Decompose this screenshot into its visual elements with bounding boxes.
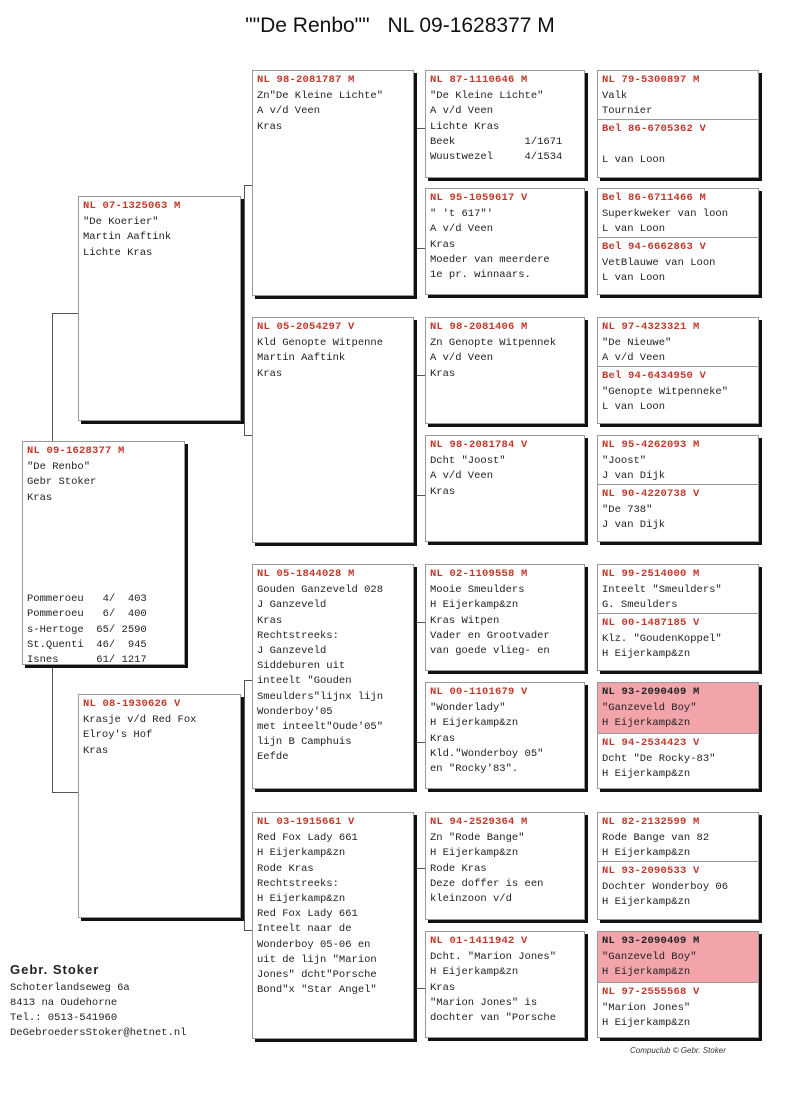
bird-details: "Genopte Witpenneke" L van Loon (602, 386, 729, 414)
ring-number: NL 98-2081406 M (430, 321, 528, 333)
bird-details: Superkweker van loon L van Loon (602, 208, 729, 236)
bird-details: Zn "Rode Bange" H Eijerkamp&zn Rode Kras Deze doffer is een kleinzoon v/d (430, 832, 544, 906)
bird-details: "De Kleine Lichte" A v/d Veen Lichte Kras Beek 1/1671 Wuustwezel 4/1534 (430, 90, 563, 164)
bird-details: Valk Tournier (602, 90, 653, 118)
connector (52, 792, 78, 793)
ring-number: NL 87-1110646 M (430, 74, 528, 86)
title-bird-name: ""De Renbo"" (245, 14, 370, 37)
pedigree-title (0, 14, 800, 38)
bird-details: Dcht "De Rocky-83" H Eijerkamp&zn (602, 753, 716, 781)
ring-number: NL 95-1059617 V (430, 192, 528, 204)
bird-details: VetBlauwe van Loon L van Loon (602, 257, 716, 285)
ring-number: NL 00-1487185 V (602, 617, 700, 629)
ring-number: NL 98-2081787 M (257, 74, 355, 86)
title-ring-number: NL 09-1628377 M (387, 14, 555, 37)
bird-details: Dcht. "Marion Jones" H Eijerkamp&zn Kras "Marion Jones" is dochter van "Porsche (430, 951, 557, 1025)
connector (52, 666, 53, 792)
grandparent-card (252, 564, 414, 789)
great-grandparent-card (425, 564, 585, 671)
ancestor-hen (598, 484, 758, 534)
bird-details: Zn"De Kleine Lichte" A v/d Veen Kras (257, 90, 384, 133)
bird-details: Krasje v/d Red Fox Elroy's Hof Kras (83, 714, 197, 757)
ring-number: NL 97-4323321 M (602, 321, 700, 333)
bird-details: Klz. "GoudenKoppel" H Eijerkamp&zn (602, 633, 722, 661)
ancestor-cock (598, 436, 758, 484)
ancestor-pair-card (597, 435, 759, 542)
bird-details: " 't 617"' A v/d Veen Kras Moeder van meerdere 1e pr. winnaars. (430, 208, 550, 282)
bird-details: Gouden Ganzeveld 028 J Ganzeveld Kras Rechtstreeks: J Ganzeveld Siddeburen uit inteelt "Gouden Smeulders"lijnx lijn Wonderboy'05 met inteelt"Oude'05" lijn B Camphuis Eefde (257, 584, 384, 764)
ancestor-pair-card (597, 564, 759, 671)
bird-details: Dochter Wonderboy 06 H Eijerkamp&zn (602, 881, 729, 909)
ring-number: NL 93-2090409 M (602, 935, 700, 947)
ancestor-cock (598, 565, 758, 613)
ring-number: NL 97-2555568 V (602, 986, 700, 998)
copyright-note: Compuclub © Gebr. Stoker (630, 1046, 726, 1055)
ring-number: NL 93-2090409 M (602, 686, 700, 698)
ancestor-cock-highlighted (598, 932, 758, 982)
connector (244, 680, 245, 930)
connector (415, 495, 425, 496)
ring-number: NL 08-1930626 V (83, 698, 181, 710)
bird-details: "Ganzeveld Boy" H Eijerkamp&zn (602, 702, 697, 730)
ring-number: NL 09-1628377 M (27, 445, 125, 457)
ring-number: NL 07-1325063 M (83, 200, 181, 212)
great-grandparent-card (425, 317, 585, 424)
ring-number: NL 98-2081784 V (430, 439, 528, 451)
great-grandparent-card (425, 931, 585, 1038)
connector (415, 128, 425, 129)
ring-number: NL 00-1101679 V (430, 686, 528, 698)
ancestor-cock-highlighted (598, 683, 758, 733)
bird-details: "De Koerier" Martin Aaftink Lichte Kras (83, 216, 172, 259)
ancestor-hen (598, 366, 758, 416)
ring-number: NL 01-1411942 V (430, 935, 528, 947)
ancestor-cock (598, 813, 758, 861)
connector (415, 622, 425, 623)
ancestor-pair-card (597, 682, 759, 789)
bird-details: Rode Bange van 82 H Eijerkamp&zn (602, 832, 710, 860)
bird-details: "De 738" J van Dijk (602, 504, 666, 532)
ancestor-hen (598, 733, 758, 783)
ring-number: NL 90-4220738 V (602, 488, 700, 500)
connector (415, 248, 425, 249)
ancestor-cock (598, 71, 758, 119)
breeder-email: DeGebroedersStoker@hetnet.nl (10, 1027, 187, 1039)
ring-number: NL 95-4262093 M (602, 439, 700, 451)
breeder-city: 8413 na Oudehorne (10, 997, 118, 1009)
ring-number: NL 99-2514000 M (602, 568, 700, 580)
breeder-address: Schoterlandseweg 6a (10, 982, 130, 994)
bird-details: "Joost" J van Dijk (602, 455, 666, 483)
bird-details: Inteelt "Smeulders" G. Smeulders (602, 584, 722, 612)
breeder-phone: Tel.: 0513-541960 (10, 1012, 118, 1024)
bird-details: "Ganzeveld Boy" H Eijerkamp&zn (602, 951, 697, 979)
ancestor-cock (598, 189, 758, 237)
connector (415, 988, 425, 989)
bird-details: Kld Genopte Witpenne Martin Aaftink Kras (257, 337, 384, 380)
ring-number: NL 82-2132599 M (602, 816, 700, 828)
ancestor-hen (598, 237, 758, 287)
bird-details: L van Loon (602, 154, 666, 167)
bird-details: "De Renbo" Gebr Stoker Kras (27, 461, 97, 504)
ring-number: Bel 94-6662863 V (602, 241, 707, 253)
ancestor-pair-card (597, 188, 759, 295)
ancestor-pair-card (597, 70, 759, 178)
ring-number: Bel 94-6434950 V (602, 370, 707, 382)
ring-number: NL 79-5300897 M (602, 74, 700, 86)
ancestor-hen (598, 613, 758, 663)
breeder-name: Gebr. Stoker (10, 962, 100, 977)
ancestor-hen (598, 982, 758, 1032)
bird-details: "De Nieuwe" A v/d Veen (602, 337, 672, 365)
connector (415, 375, 425, 376)
ring-number: NL 03-1915661 V (257, 816, 355, 828)
subject-card (22, 441, 185, 665)
bird-details: "Wonderlady" H Eijerkamp&zn Kras Kld."Wonderboy 05" en "Rocky'83". (430, 702, 544, 776)
bird-details: Red Fox Lady 661 H Eijerkamp&zn Rode Kras Rechtstreeks: H Eijerkamp&zn Red Fox Lady 661 Inteelt naar de Wonderboy 05-06 en uit de lijn "Marion Jones" dcht"Porsche Bond"x "Star Angel" (257, 832, 377, 997)
ring-number: NL 05-2054297 V (257, 321, 355, 333)
bird-details: "Marion Jones" H Eijerkamp&zn (602, 1002, 691, 1030)
race-results: Pommeroeu 4/ 403 Pommeroeu 6/ 400 s-Hertoge 65/ 2590 St.Quenti 46/ 945 Isnes 61/ 1217 (27, 593, 147, 667)
ancestor-cock (598, 318, 758, 366)
ring-number: NL 05-1844028 M (257, 568, 355, 580)
great-grandparent-card (425, 812, 585, 920)
ring-number: Bel 86-6705362 V (602, 123, 707, 135)
breeder-contact (10, 962, 186, 1041)
connector (244, 185, 245, 435)
great-grandparent-card (425, 682, 585, 789)
connector (415, 868, 425, 869)
bird-details: Mooie Smeulders H Eijerkamp&zn Kras Witpen Vader en Grootvader van goede vlieg- en (430, 584, 550, 658)
ancestor-hen (598, 861, 758, 911)
ring-number: NL 93-2090533 V (602, 865, 700, 877)
grandparent-card (252, 812, 414, 1039)
great-grandparent-card (425, 435, 585, 542)
ring-number: NL 94-2534423 V (602, 737, 700, 749)
great-grandparent-card (425, 188, 585, 295)
bird-details: Dcht "Joost" A v/d Veen Kras (430, 455, 506, 498)
connector (244, 930, 252, 931)
ring-number: NL 94-2529364 M (430, 816, 528, 828)
connector (415, 742, 425, 743)
connector (52, 313, 53, 441)
bird-details: Zn Genopte Witpennek A v/d Veen Kras (430, 337, 557, 380)
ring-number: Bel 86-6711466 M (602, 192, 707, 204)
ancestor-hen (598, 119, 758, 169)
connector (52, 313, 78, 314)
connector (244, 435, 252, 436)
sire-card (78, 196, 241, 421)
ancestor-pair-card (597, 317, 759, 424)
connector (244, 185, 252, 186)
ancestor-pair-card (597, 931, 759, 1038)
dam-card (78, 694, 241, 918)
grandparent-card (252, 70, 414, 296)
grandparent-card (252, 317, 414, 543)
great-grandparent-card (425, 70, 585, 178)
ring-number: NL 02-1109558 M (430, 568, 528, 580)
ancestor-pair-card (597, 812, 759, 920)
connector (244, 680, 252, 681)
